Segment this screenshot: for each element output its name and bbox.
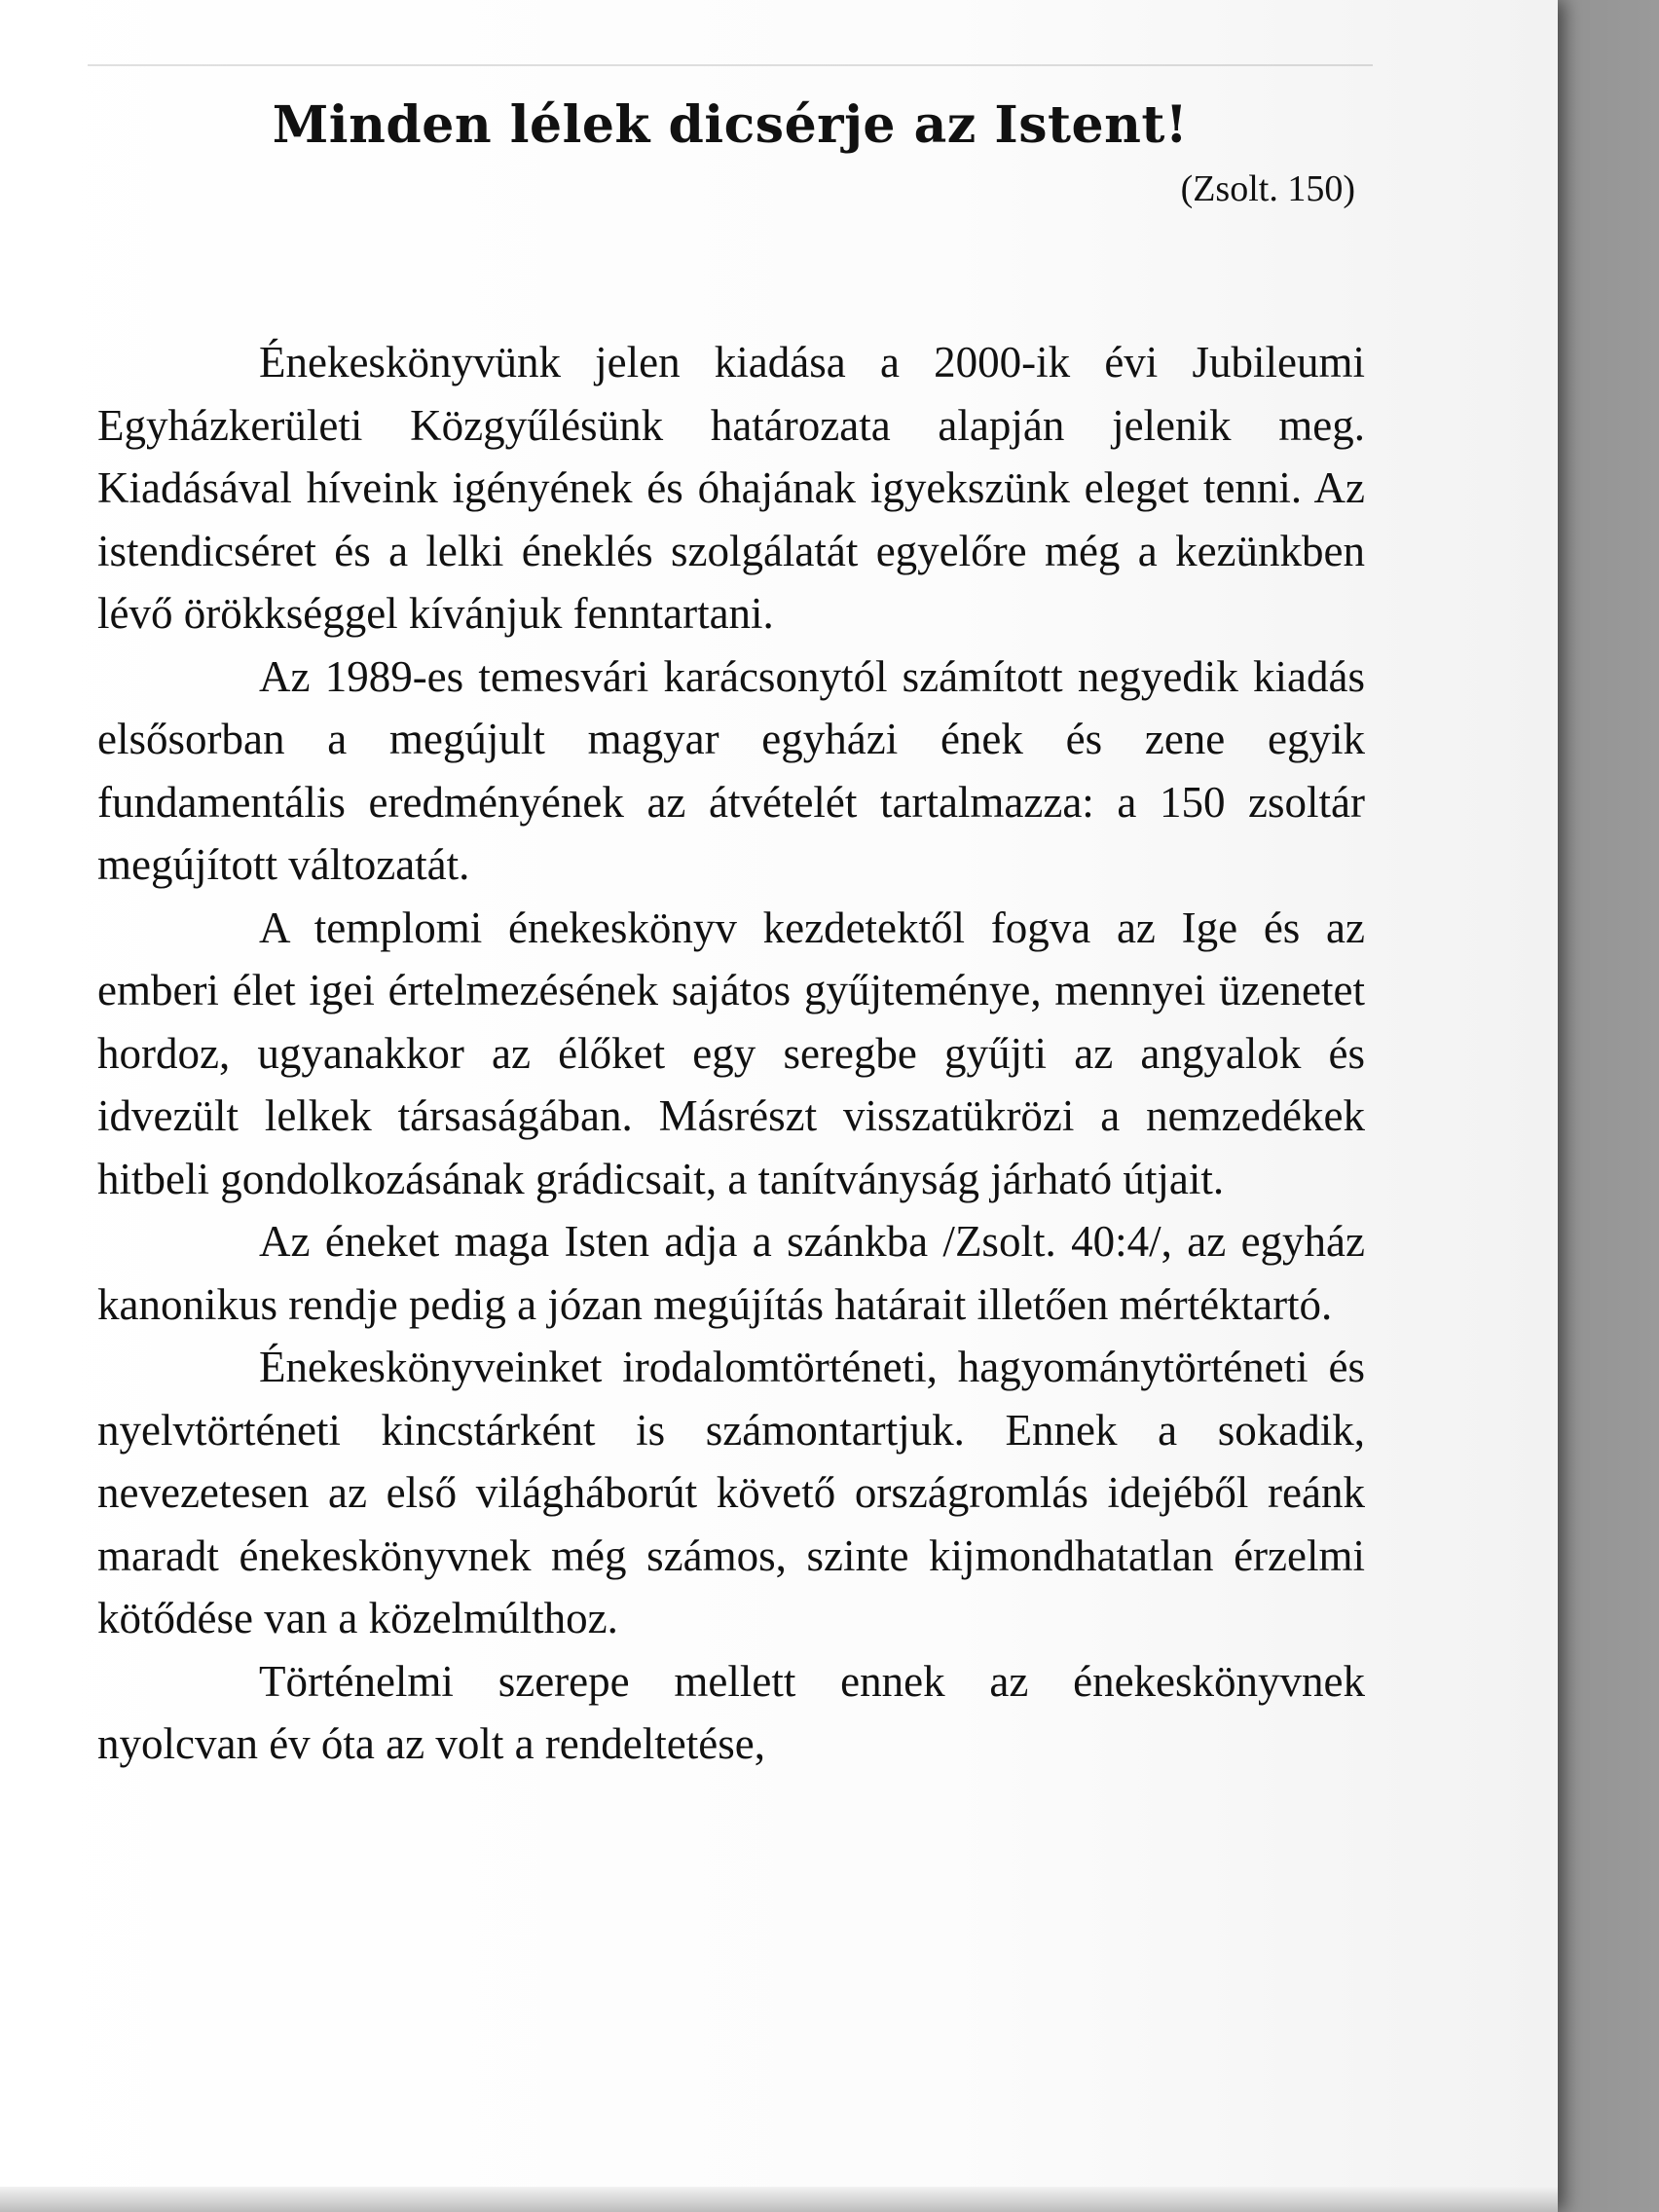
scripture-reference: (Zsolt. 150) bbox=[1180, 168, 1355, 209]
bleed-through-rule bbox=[88, 64, 1373, 66]
paragraph: Történelmi szerepe mellett ennek az énekeskönyvnek nyolcvan év óta az volt a rendeltetése, bbox=[97, 1656, 1365, 1768]
paragraph: Énekeskönyveinket irodalomtörténeti, hagyománytörténeti és nyelvtörténeti kincstárként is számontartjuk. Ennek a sokadik, nevezetesen az első világháborút követő országromlás idejéből reánk maradt énekeskönyvnek még számos, szinte kijmondhatatlan érzelmi kötődése van a közelmúlthoz. bbox=[97, 1343, 1365, 1642]
paragraph: Az 1989-es temesvári karácsonytól számított negyedik kiadás elsősorban a megújult magyar egyházi ének és zene egyik fundamentális eredményének az átvételét tartalmazza: a 150 zsoltár megújított változatát. bbox=[97, 651, 1365, 889]
paragraph: Az éneket maga Isten adja a szánkba /Zsolt. 40:4/, az egyház kanonikus rendje pedig a józan megújítás határait illetően mértéktartó. bbox=[97, 1217, 1365, 1329]
page-title: Minden lélek dicsérje az Istent! bbox=[272, 95, 1189, 155]
body-text bbox=[97, 331, 1365, 1776]
paragraph: Énekeskönyvünk jelen kiadása a 2000-ik évi Jubileumi Egyházkerületi Közgyűlésünk határozata alapján jelenik meg. Kiadásával híveink igényének és óhajának igyekszünk eleget tenni. Az istendicséret és a lelki éneklés szolgálatát egyelőre még a kezünkben lévő örökkséggel kívánjuk fenntartani. bbox=[97, 338, 1365, 638]
page-bottom-edge bbox=[0, 2187, 1558, 2212]
paragraph: A templomi énekeskönyv kezdetektől fogva az Ige és az emberi élet igei értelmezésének sajátos gyűjteménye, mennyei üzenetet hordoz, ugyanakkor az élőket egy seregbe gyűjti az angyalok és idvezült lelkek társaságában. Másrészt visszatükrözi a nemzedékek hitbeli gondolkozásának grádicsait, a tanítványság járható útjait. bbox=[97, 903, 1365, 1203]
